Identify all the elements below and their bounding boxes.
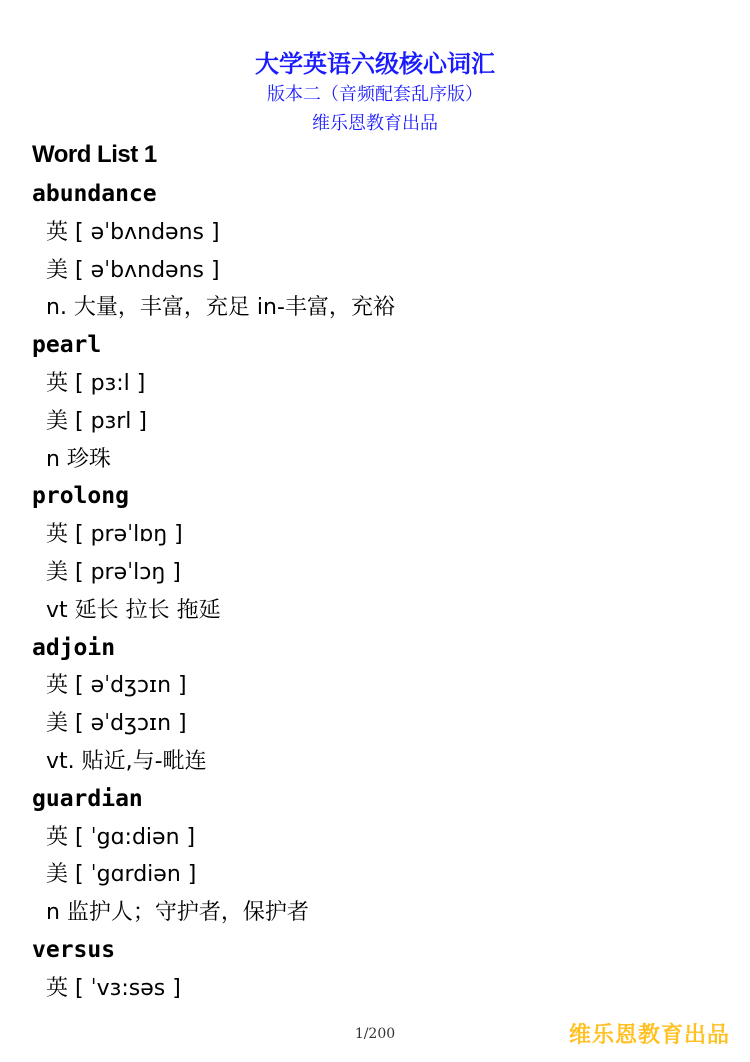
entry-uk-pron: 英 [ prəˈlɒŋ ] xyxy=(46,522,183,548)
entry-word: abundance xyxy=(32,181,157,207)
entry-uk-pron: 英 [ ˈvɜ:səs ] xyxy=(46,975,181,1001)
entry-us-pron: 美 [ əˈdʒɔɪn ] xyxy=(46,711,187,737)
entry-versus xyxy=(0,932,750,1008)
entry-us-pron: 美 [ pɜrl ] xyxy=(46,408,147,434)
entry-adjoin xyxy=(0,630,750,781)
watermark-logo: 维乐恩教育出品 xyxy=(568,1023,730,1048)
entry-word: prolong xyxy=(32,483,129,510)
page-number: 1/200 xyxy=(354,1026,396,1042)
entry-meaning: n 监护人；守护者，保护者 xyxy=(46,900,309,926)
word-list-title: Word List 1 xyxy=(32,141,157,168)
page-title: 大学英语六级核心词汇 xyxy=(255,50,495,78)
entry-prolong xyxy=(0,478,750,629)
entry-uk-pron: 英 [ əˈbʌndəns ] xyxy=(46,219,220,245)
entry-us-pron: 美 [ əˈbʌndəns ] xyxy=(46,257,220,283)
entry-meaning: n 珍珠 xyxy=(46,446,111,472)
page-subtitle: 版本二（音频配套乱序版） xyxy=(267,84,483,105)
entry-word: pearl xyxy=(32,332,102,359)
publisher-line: 维乐恩教育出品 xyxy=(312,113,438,134)
entries-list xyxy=(0,176,750,1008)
entry-uk-pron: 英 [ ˈgɑ:diən ] xyxy=(46,824,196,850)
entry-us-pron: 美 [ prəˈlɔŋ ] xyxy=(46,559,181,585)
entry-word: adjoin xyxy=(32,634,116,661)
entry-pearl xyxy=(0,327,750,478)
entry-word: guardian xyxy=(32,785,143,812)
entry-word: versus xyxy=(32,936,116,963)
entry-uk-pron: 英 [ əˈdʒɔɪn ] xyxy=(46,673,187,699)
entry-meaning: n. 大量，丰富，充足 in-丰富，充裕 xyxy=(46,295,395,321)
entry-us-pron: 美 [ ˈgɑrdiən ] xyxy=(46,862,197,888)
entry-meaning: vt 延长 拉长 拖延 xyxy=(46,597,221,623)
entry-abundance xyxy=(0,176,750,327)
entry-uk-pron: 英 [ pɜ:l ] xyxy=(46,370,146,396)
entry-meaning: vt. 贴近,与-毗连 xyxy=(46,748,207,774)
entry-guardian xyxy=(0,781,750,932)
